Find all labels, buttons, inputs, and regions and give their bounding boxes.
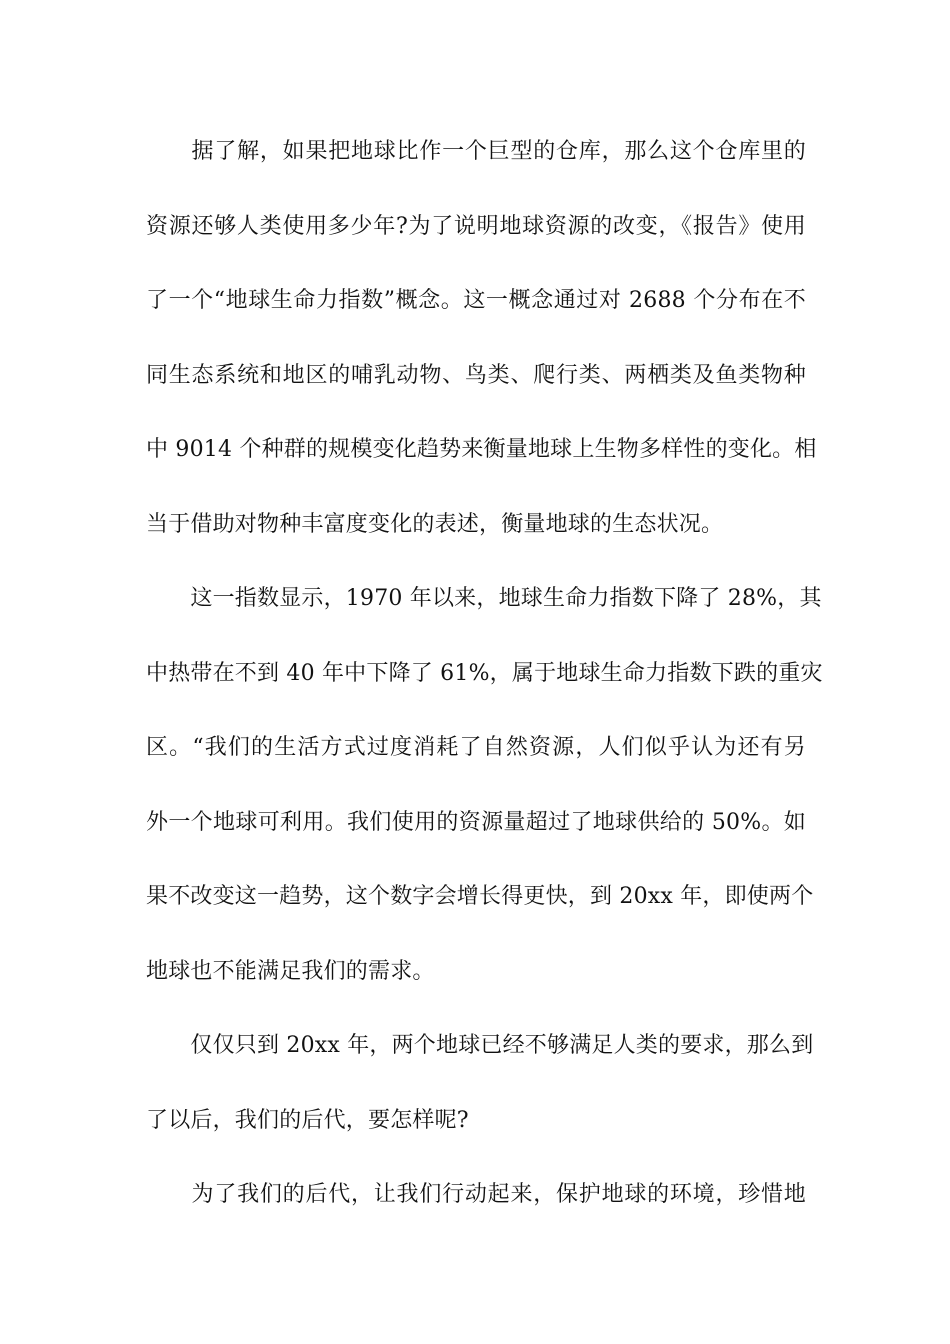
text-line: 为了我们的后代，让我们行动起来，保护地球的环境，珍惜地 — [146, 1182, 806, 1207]
text-line: 果不改变这一趋势，这个数字会增长得更快，到 20xx 年，即使两个 — [146, 884, 814, 909]
text-line: 据了解，如果把地球比作一个巨型的仓库，那么这个仓库里的 — [146, 139, 806, 164]
text-line: 资源还够人类使用多少年?为了说明地球资源的改变，《报告》使用 — [146, 213, 806, 239]
body-text — [146, 127, 823, 1245]
text-line: 中热带在不到 40 年中下降了 61%，属于地球生命力指数下跌的重灾 — [146, 660, 823, 686]
text-line: 同生态系统和地区的哺乳动物、鸟类、爬行类、两栖类及鱼类物种 — [146, 362, 806, 388]
text-line: 区。“我们的生活方式过度消耗了自然资源，人们似乎认为还有另 — [146, 735, 806, 760]
text-line: 中 9014 个种群的规模变化趋势来衡量地球上生物多样性的变化。相 — [146, 437, 817, 462]
text-line: 了以后，我们的后代，要怎样呢? — [146, 1107, 469, 1133]
text-line: 了一个“地球生命力指数”概念。这一概念通过对 2688 个分布在不 — [146, 288, 806, 313]
text-line: 仅仅只到 20xx 年，两个地球已经不够满足人类的要求，那么到 — [146, 1033, 814, 1058]
text-line: 地球也不能满足我们的需求。 — [146, 958, 435, 984]
text-line: 外一个地球可利用。我们使用的资源量超过了地球供给的 50%。如 — [146, 809, 806, 835]
text-line: 这一指数显示，1970 年以来，地球生命力指数下降了 28%，其 — [146, 586, 822, 611]
text-line: 当于借助对物种丰富度变化的表述，衡量地球的生态状况。 — [146, 511, 724, 537]
